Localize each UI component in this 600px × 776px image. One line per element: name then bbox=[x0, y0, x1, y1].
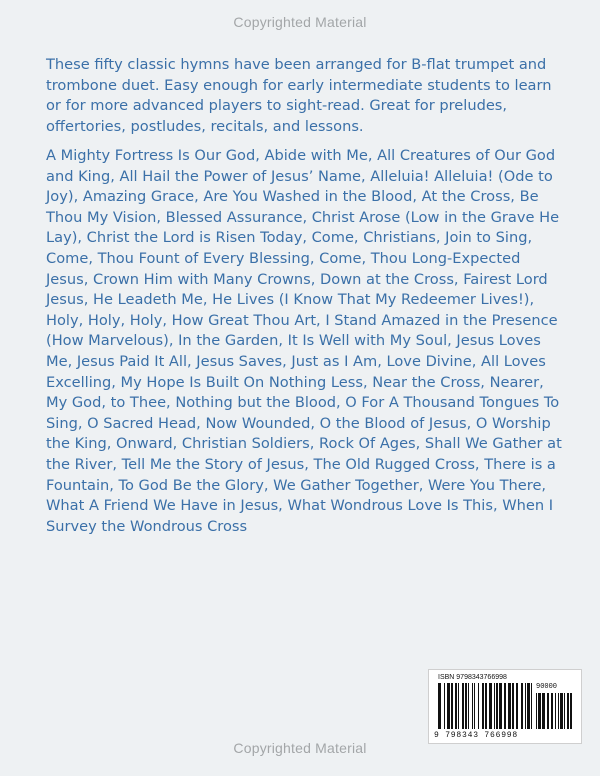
barcode-digits: 9 798343 766998 bbox=[434, 731, 519, 740]
barcode-bar bbox=[527, 683, 530, 729]
book-description: These fifty classic hymns have been arranged for B-flat trumpet and trombone duet. Easy enough for early intermediate students to learn or for more advanced players to sight-read. Great for preludes, offertories, postludes, recitals, and lessons. bbox=[46, 56, 552, 135]
barcode-bar bbox=[478, 683, 479, 729]
barcode-bar bbox=[462, 683, 464, 729]
barcode-bar bbox=[485, 683, 487, 729]
barcode-bar bbox=[465, 683, 467, 729]
barcode-bar bbox=[521, 683, 523, 729]
barcode-bar bbox=[494, 683, 495, 729]
barcode-bar bbox=[525, 683, 526, 729]
barcode-bar bbox=[512, 683, 514, 729]
barcode-bar bbox=[458, 683, 459, 729]
barcode-bar bbox=[508, 683, 511, 729]
watermark-bottom: Copyrighted Material bbox=[233, 740, 367, 756]
barcode-bar bbox=[542, 693, 545, 729]
barcode-bar bbox=[444, 683, 445, 729]
barcode-bar bbox=[455, 683, 457, 729]
barcode-bars bbox=[438, 683, 532, 729]
barcode-bar bbox=[489, 683, 492, 729]
barcode-bar bbox=[536, 693, 537, 729]
barcode-bar bbox=[499, 683, 502, 729]
barcode-bar bbox=[551, 693, 553, 729]
barcode-bar bbox=[558, 693, 559, 729]
barcode-bar bbox=[496, 683, 498, 729]
barcode-bar bbox=[555, 693, 556, 729]
barcode-bar bbox=[538, 693, 541, 729]
watermark-top: Copyrighted Material bbox=[233, 14, 367, 30]
barcode-addon-label: 90000 bbox=[536, 683, 558, 691]
barcode-bar bbox=[447, 683, 450, 729]
barcode-bar bbox=[438, 683, 441, 729]
barcode-bar bbox=[564, 693, 565, 729]
barcode-bar bbox=[570, 693, 572, 729]
barcode-bar bbox=[474, 683, 475, 729]
barcode-bar bbox=[472, 683, 473, 729]
isbn-barcode bbox=[428, 669, 582, 744]
barcode-bar bbox=[560, 693, 563, 729]
barcode-bar bbox=[468, 683, 469, 729]
barcode-bar bbox=[482, 683, 484, 729]
barcode-bar bbox=[516, 683, 518, 729]
barcode-bar bbox=[567, 693, 569, 729]
barcode-bar bbox=[547, 693, 549, 729]
barcode-bar bbox=[451, 683, 453, 729]
barcode-bar bbox=[531, 683, 532, 729]
barcode-addon-bars bbox=[536, 693, 574, 729]
hymn-list: A Mighty Fortress Is Our God, Abide with Me, All Creatures of Our God and King, All Hail the Power of Jesus’ Name, Alleluia! Alleluia! (Ode to Joy), Amazing Grace, Are You Washed in the Blood, At the Cross, Be Thou My Vision, Blessed Assurance, Christ Arose (Low in the Grave He Lay), Christ the Lord is Risen Today, Come, Christians, Join to Sing, Come, Thou Fount of Every Blessing, Come, Thou Long-Expected Jesus, Crown Him with Many Crowns, Down at the Cross, Fairest Lord Jesus, He Leadeth Me, He Lives (I Know That My Redeemer Lives!), Holy, Holy, Holy, How Great Thou Art, I Stand Amazed in the Presence (How Marvelous), In the Garden, It Is Well with My Soul, Jesus Loves Me, Jesus Paid It All, Jesus Saves, Just as I Am, Love Divine, All Loves Excelling, My Hope Is Built On Nothing Less, Near the Cross, Nearer, My God, to Thee, Nothing but the Blood, O For A Thousand Tongues To Sing, O Sacred Head, Now Wounded, O the Blood of Jesus, O Worship the King, Onward, Christian Soldiers, Rock Of Ages, Shall We Gather at the River, Tell Me the Story of Jesus, The Old Rugged Cross, There is a Fountain, To God Be the Glory, We Gather Together, Were You There, What A Friend We Have in Jesus, What Wondrous Love Is This, When I Survey the Wondrous Cross bbox=[46, 147, 562, 535]
barcode-bar bbox=[504, 683, 506, 729]
isbn-label: ISBN 9798343766998 bbox=[438, 674, 507, 681]
